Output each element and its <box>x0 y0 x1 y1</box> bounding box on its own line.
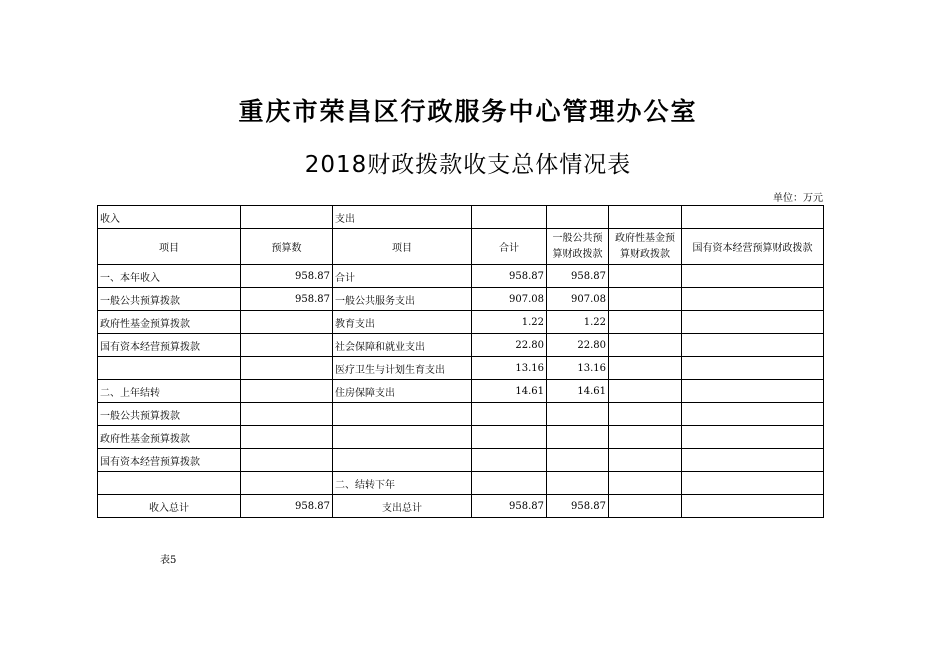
table-row <box>98 265 824 288</box>
fund-cell <box>609 334 682 357</box>
state-cell <box>682 426 824 449</box>
income-total-label: 收入总计 <box>98 495 241 518</box>
expense-header: 支出 <box>333 206 472 229</box>
general-cell <box>547 449 609 472</box>
state-cell <box>682 449 824 472</box>
general-cell: 13.16 <box>547 357 609 380</box>
document-title-line2: 2018财政拨款收支总体情况表 <box>304 152 632 178</box>
fund-cell <box>609 288 682 311</box>
expense-cell <box>333 449 472 472</box>
income-cell <box>98 472 241 495</box>
budget-cell: 958.87 <box>241 265 333 288</box>
fund-cell <box>609 357 682 380</box>
income-cell <box>98 357 241 380</box>
financial-table <box>97 205 824 518</box>
total-cell: 1.22 <box>472 311 547 334</box>
table-row <box>98 472 824 495</box>
budget-cell <box>241 449 333 472</box>
general-cell: 14.61 <box>547 380 609 403</box>
income-cell: 一、本年收入 <box>98 265 241 288</box>
total-cell: 14.61 <box>472 380 547 403</box>
col-item-income: 项目 <box>98 229 241 265</box>
total-cell <box>472 403 547 426</box>
table-row <box>98 334 824 357</box>
general-cell <box>547 472 609 495</box>
expense-cell: 合计 <box>333 265 472 288</box>
table-header-row-2 <box>98 229 824 265</box>
general-cell: 22.80 <box>547 334 609 357</box>
expense-cell: 一般公共服务支出 <box>333 288 472 311</box>
total-cell: 958.87 <box>472 265 547 288</box>
table-row <box>98 357 824 380</box>
expense-total-state <box>682 495 824 518</box>
fund-cell <box>609 403 682 426</box>
general-cell <box>547 426 609 449</box>
expense-cell <box>333 426 472 449</box>
general-cell <box>547 403 609 426</box>
general-cell: 958.87 <box>547 265 609 288</box>
income-cell: 一般公共预算拨款 <box>98 403 241 426</box>
fund-cell <box>609 380 682 403</box>
total-cell <box>472 449 547 472</box>
fund-cell <box>609 472 682 495</box>
footer-note: 表5 <box>160 555 177 566</box>
expense-total-fund <box>609 495 682 518</box>
budget-cell <box>241 357 333 380</box>
expense-cell: 二、结转下年 <box>333 472 472 495</box>
col-budget: 预算数 <box>241 229 333 265</box>
budget-cell <box>241 403 333 426</box>
budget-cell <box>241 311 333 334</box>
budget-cell: 958.87 <box>241 288 333 311</box>
budget-cell <box>241 380 333 403</box>
income-cell: 政府性基金预算拨款 <box>98 426 241 449</box>
unit-label: 单位：万元 <box>773 193 823 204</box>
fund-cell <box>609 265 682 288</box>
income-header: 收入 <box>98 206 241 229</box>
budget-cell <box>241 334 333 357</box>
table-header-row-1 <box>98 206 824 229</box>
table-row <box>98 380 824 403</box>
general-cell: 907.08 <box>547 288 609 311</box>
expense-total-general: 958.87 <box>547 495 609 518</box>
expense-cell: 教育支出 <box>333 311 472 334</box>
col-total: 合计 <box>472 229 547 265</box>
col-state: 国有资本经营预算财政拨款 <box>682 229 824 265</box>
budget-cell <box>241 472 333 495</box>
col-item-expense: 项目 <box>333 229 472 265</box>
budget-cell <box>241 426 333 449</box>
income-cell: 一般公共预算拨款 <box>98 288 241 311</box>
income-total-value: 958.87 <box>241 495 333 518</box>
fund-cell <box>609 426 682 449</box>
state-cell <box>682 265 824 288</box>
state-cell <box>682 334 824 357</box>
total-cell <box>472 472 547 495</box>
document-title-line1: 重庆市荣昌区行政服务中心管理办公室 <box>238 97 698 126</box>
income-cell: 国有资本经营预算拨款 <box>98 449 241 472</box>
col-fund: 政府性基金预算财政拨款 <box>609 229 682 265</box>
state-cell <box>682 472 824 495</box>
total-cell: 13.16 <box>472 357 547 380</box>
general-cell: 1.22 <box>547 311 609 334</box>
expense-cell: 住房保障支出 <box>333 380 472 403</box>
expense-cell: 医疗卫生与计划生育支出 <box>333 357 472 380</box>
expense-cell <box>333 403 472 426</box>
state-cell <box>682 311 824 334</box>
total-cell <box>472 426 547 449</box>
total-cell: 907.08 <box>472 288 547 311</box>
fund-cell <box>609 449 682 472</box>
income-cell: 二、上年结转 <box>98 380 241 403</box>
total-row <box>98 495 824 518</box>
state-cell <box>682 357 824 380</box>
state-cell <box>682 380 824 403</box>
fund-cell <box>609 311 682 334</box>
table-row <box>98 426 824 449</box>
income-cell: 国有资本经营预算拨款 <box>98 334 241 357</box>
expense-total-label: 支出总计 <box>333 495 472 518</box>
table-row <box>98 449 824 472</box>
col-general: 一般公共预算财政拨款 <box>547 229 609 265</box>
income-cell: 政府性基金预算拨款 <box>98 311 241 334</box>
expense-cell: 社会保障和就业支出 <box>333 334 472 357</box>
table-row <box>98 311 824 334</box>
table-row <box>98 288 824 311</box>
expense-total-value: 958.87 <box>472 495 547 518</box>
state-cell <box>682 288 824 311</box>
total-cell: 22.80 <box>472 334 547 357</box>
state-cell <box>682 403 824 426</box>
table-row <box>98 403 824 426</box>
